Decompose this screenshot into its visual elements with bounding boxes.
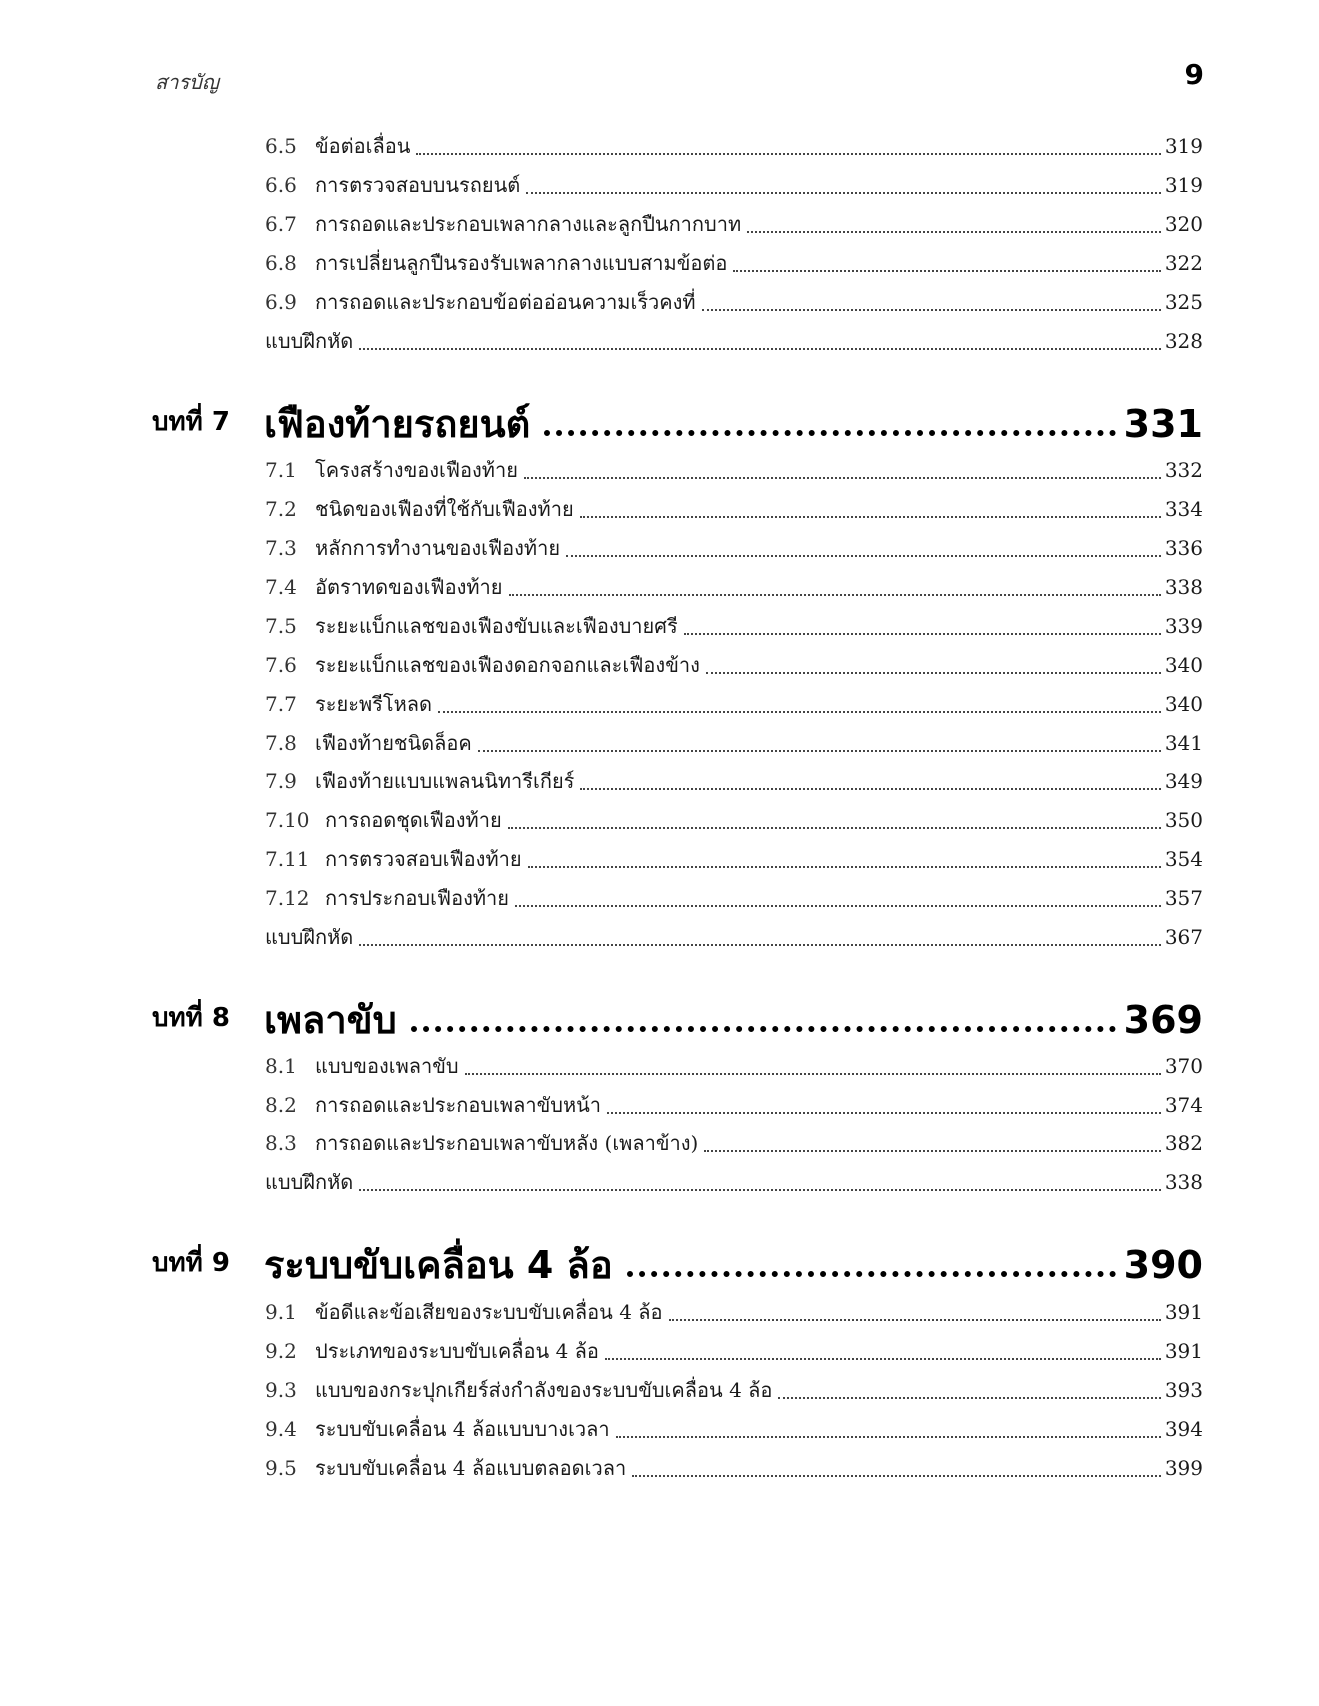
- toc-entry-7-3[interactable]: [265, 533, 1203, 563]
- entry-page: 354: [1164, 847, 1203, 871]
- toc-entry-7-1[interactable]: [265, 455, 1203, 485]
- toc-entry-9-1[interactable]: [265, 1297, 1203, 1327]
- dot-leader: [438, 711, 1161, 713]
- entry-page: 374: [1164, 1093, 1203, 1117]
- toc-entry-exercises-6[interactable]: [265, 326, 1203, 356]
- toc-entry-6-7[interactable]: [265, 209, 1203, 239]
- entry-title: การถอดและประกอบข้อต่ออ่อนความเร็วคงที่: [315, 290, 696, 314]
- entry-title: การถอดและประกอบเพลาขับหน้า: [315, 1093, 602, 1117]
- toc-entry-7-4[interactable]: [265, 572, 1203, 602]
- chapter-title: เฟืองท้ายรถยนต์: [264, 402, 531, 446]
- dot-leader: [359, 944, 1161, 946]
- dot-leader: [359, 348, 1161, 350]
- dot-leader: [508, 827, 1161, 829]
- dot-leader: [411, 1026, 1116, 1032]
- toc-entry-7-5[interactable]: [265, 611, 1203, 641]
- chapter-heading-7[interactable]: [152, 392, 1203, 448]
- entry-page: 341: [1164, 731, 1203, 755]
- toc-entry-exercises-7[interactable]: [265, 922, 1203, 952]
- entry-page: 328: [1164, 329, 1203, 353]
- toc-entry-6-9[interactable]: [265, 287, 1203, 317]
- entry-number: 9.4: [265, 1417, 297, 1441]
- entry-title: ประเภทของระบบขับเคลื่อน 4 ล้อ: [315, 1339, 599, 1363]
- entry-title: การเปลี่ยนลูกปืนรองรับเพลากลางแบบสามข้อต่อ: [315, 251, 728, 275]
- entry-number: 9.3: [265, 1378, 297, 1402]
- toc-entry-7-9[interactable]: [265, 766, 1203, 796]
- entry-page: 325: [1164, 290, 1203, 314]
- page-number: 9: [1184, 58, 1204, 91]
- dot-leader: [684, 633, 1161, 635]
- entry-number: 7.1: [265, 458, 297, 482]
- entry-number: 9.1: [265, 1300, 297, 1324]
- dot-leader: [704, 1150, 1161, 1152]
- toc-entry-7-10[interactable]: [265, 805, 1203, 835]
- entry-number: 9.2: [265, 1339, 297, 1363]
- entry-page: 319: [1164, 134, 1203, 158]
- entry-title: อัตราทดของเฟืองท้าย: [315, 575, 503, 599]
- toc-entry-7-12[interactable]: [265, 883, 1203, 913]
- toc-entry-7-8[interactable]: [265, 728, 1203, 758]
- entry-title: เฟืองท้ายแบบแพลนนิทารีเกียร์: [315, 769, 575, 793]
- running-title: สารบัญ: [155, 70, 219, 94]
- dot-leader: [627, 1271, 1116, 1277]
- dot-leader: [359, 1189, 1161, 1191]
- dot-leader: [566, 555, 1161, 557]
- entry-title: ข้อต่อเลื่อน: [315, 134, 411, 158]
- dot-leader: [706, 672, 1161, 674]
- entry-page: 320: [1164, 212, 1203, 236]
- dot-leader: [544, 430, 1115, 436]
- toc-entry-6-6[interactable]: [265, 170, 1203, 200]
- dot-leader: [702, 309, 1161, 311]
- entry-title: การตรวจสอบเฟืองท้าย: [325, 847, 522, 871]
- toc-entry-7-6[interactable]: [265, 650, 1203, 680]
- entry-number: 7.6: [265, 653, 297, 677]
- entry-title: การถอดชุดเฟืองท้าย: [325, 808, 502, 832]
- entry-title: การตรวจสอบบนรถยนต์: [315, 173, 521, 197]
- chapter-label: บทที่ 8: [152, 1003, 230, 1033]
- entry-number: 7.12: [265, 886, 310, 910]
- toc-entry-9-4[interactable]: [265, 1414, 1203, 1444]
- entry-number: 8.3: [265, 1131, 297, 1155]
- entry-title: ข้อดีและข้อเสียของระบบขับเคลื่อน 4 ล้อ: [315, 1300, 663, 1324]
- entry-page: 319: [1164, 173, 1203, 197]
- entry-title: แบบของกระปุกเกียร์ส่งกำลังของระบบขับเคลื่อน 4 ล้อ: [315, 1378, 773, 1402]
- dot-leader: [416, 153, 1160, 155]
- dot-leader: [778, 1397, 1160, 1399]
- chapter-page: 331: [1123, 402, 1203, 446]
- entry-page: 340: [1164, 653, 1203, 677]
- entry-title: แบบฝึกหัด: [265, 925, 354, 949]
- entry-number: 7.4: [265, 575, 297, 599]
- entry-number: 7.3: [265, 536, 297, 560]
- entry-page: 382: [1164, 1131, 1203, 1155]
- chapter-label: บทที่ 9: [152, 1248, 230, 1278]
- dot-leader: [616, 1436, 1161, 1438]
- entry-title: ระบบขับเคลื่อน 4 ล้อแบบตลอดเวลา: [315, 1456, 627, 1480]
- entry-title: ระยะพรีโหลด: [315, 692, 433, 716]
- chapter-page: 390: [1123, 1243, 1203, 1287]
- entry-page: 349: [1164, 769, 1203, 793]
- dot-leader: [747, 231, 1161, 233]
- dot-leader: [733, 270, 1160, 272]
- dot-leader: [509, 594, 1161, 596]
- toc-entry-9-3[interactable]: [265, 1375, 1203, 1405]
- entry-title: ระยะแบ็กแลชของเฟืองขับและเฟืองบายศรี: [315, 614, 678, 638]
- entry-number: 7.2: [265, 497, 297, 521]
- entry-number: 9.5: [265, 1456, 297, 1480]
- dot-leader: [526, 192, 1161, 194]
- entry-page: 367: [1164, 925, 1203, 949]
- entry-number: 6.9: [265, 290, 297, 314]
- entry-number: 7.5: [265, 614, 297, 638]
- dot-leader: [524, 477, 1161, 479]
- entry-number: 8.2: [265, 1093, 297, 1117]
- dot-leader: [605, 1358, 1161, 1360]
- dot-leader: [478, 750, 1161, 752]
- entry-number: 7.8: [265, 731, 297, 755]
- chapter-title: เพลาขับ: [264, 998, 397, 1042]
- entry-page: 338: [1164, 575, 1203, 599]
- dot-leader: [528, 866, 1161, 868]
- entry-page: 370: [1164, 1054, 1203, 1078]
- entry-page: 391: [1164, 1300, 1203, 1324]
- entry-title: โครงสร้างของเฟืองท้าย: [315, 458, 518, 482]
- entry-number: 6.5: [265, 134, 297, 158]
- entry-number: 8.1: [265, 1054, 297, 1078]
- toc-entry-exercises-8[interactable]: [265, 1167, 1203, 1197]
- entry-title: ชนิดของเฟืองที่ใช้กับเฟืองท้าย: [315, 497, 574, 521]
- entry-title: แบบฝึกหัด: [265, 329, 354, 353]
- chapter-title: ระบบขับเคลื่อน 4 ล้อ: [264, 1243, 613, 1287]
- entry-page: 350: [1164, 808, 1203, 832]
- entry-number: 7.7: [265, 692, 297, 716]
- toc-entry-7-2[interactable]: [265, 494, 1203, 524]
- entry-page: 336: [1164, 536, 1203, 560]
- dot-leader: [515, 905, 1161, 907]
- dot-leader: [632, 1475, 1161, 1477]
- entry-page: 339: [1164, 614, 1203, 638]
- entry-page: 393: [1164, 1378, 1203, 1402]
- entry-number: 6.8: [265, 251, 297, 275]
- entry-title: การประกอบเฟืองท้าย: [325, 886, 509, 910]
- chapter-heading-9[interactable]: [152, 1233, 1203, 1289]
- entry-title: ระยะแบ็กแลชของเฟืองดอกจอกและเฟืองข้าง: [315, 653, 700, 677]
- chapter-heading-8[interactable]: [152, 988, 1203, 1044]
- entry-number: 6.7: [265, 212, 297, 236]
- entry-page: 391: [1164, 1339, 1203, 1363]
- entry-title: เฟืองท้ายชนิดล็อค: [315, 731, 472, 755]
- entry-page: 334: [1164, 497, 1203, 521]
- dot-leader: [580, 516, 1161, 518]
- toc-entry-6-8[interactable]: [265, 248, 1203, 278]
- toc-entry-7-11[interactable]: [265, 844, 1203, 874]
- toc-entry-8-3[interactable]: [265, 1128, 1203, 1158]
- toc-entry-6-5[interactable]: [265, 131, 1203, 161]
- toc-entry-7-7[interactable]: [265, 689, 1203, 719]
- entry-title: หลักการทำงานของเฟืองท้าย: [315, 536, 561, 560]
- entry-page: 332: [1164, 458, 1203, 482]
- entry-number: 7.11: [265, 847, 310, 871]
- entry-title: การถอดและประกอบเพลากลางและลูกปืนกากบาท: [315, 212, 742, 236]
- chapter-label: บทที่ 7: [152, 407, 230, 437]
- entry-page: 338: [1164, 1170, 1203, 1194]
- dot-leader: [607, 1112, 1161, 1114]
- toc-entry-9-5[interactable]: [265, 1453, 1203, 1483]
- entry-title: ระบบขับเคลื่อน 4 ล้อแบบบางเวลา: [315, 1417, 610, 1441]
- entry-title: แบบฝึกหัด: [265, 1170, 354, 1194]
- dot-leader: [465, 1073, 1161, 1075]
- toc-entry-8-2[interactable]: [265, 1090, 1203, 1120]
- entry-number: 7.10: [265, 808, 310, 832]
- entry-number: 7.9: [265, 769, 297, 793]
- entry-page: 394: [1164, 1417, 1203, 1441]
- entry-page: 340: [1164, 692, 1203, 716]
- page-header: [155, 58, 1204, 98]
- entry-page: 399: [1164, 1456, 1203, 1480]
- entry-title: การถอดและประกอบเพลาขับหลัง (เพลาข้าง): [315, 1131, 699, 1155]
- entry-page: 357: [1164, 886, 1203, 910]
- dot-leader: [669, 1319, 1161, 1321]
- entry-number: 6.6: [265, 173, 297, 197]
- entry-page: 322: [1164, 251, 1203, 275]
- toc-entry-8-1[interactable]: [265, 1051, 1203, 1081]
- toc-entry-9-2[interactable]: [265, 1336, 1203, 1366]
- dot-leader: [580, 788, 1160, 790]
- chapter-page: 369: [1123, 998, 1203, 1042]
- entry-title: แบบของเพลาขับ: [315, 1054, 459, 1078]
